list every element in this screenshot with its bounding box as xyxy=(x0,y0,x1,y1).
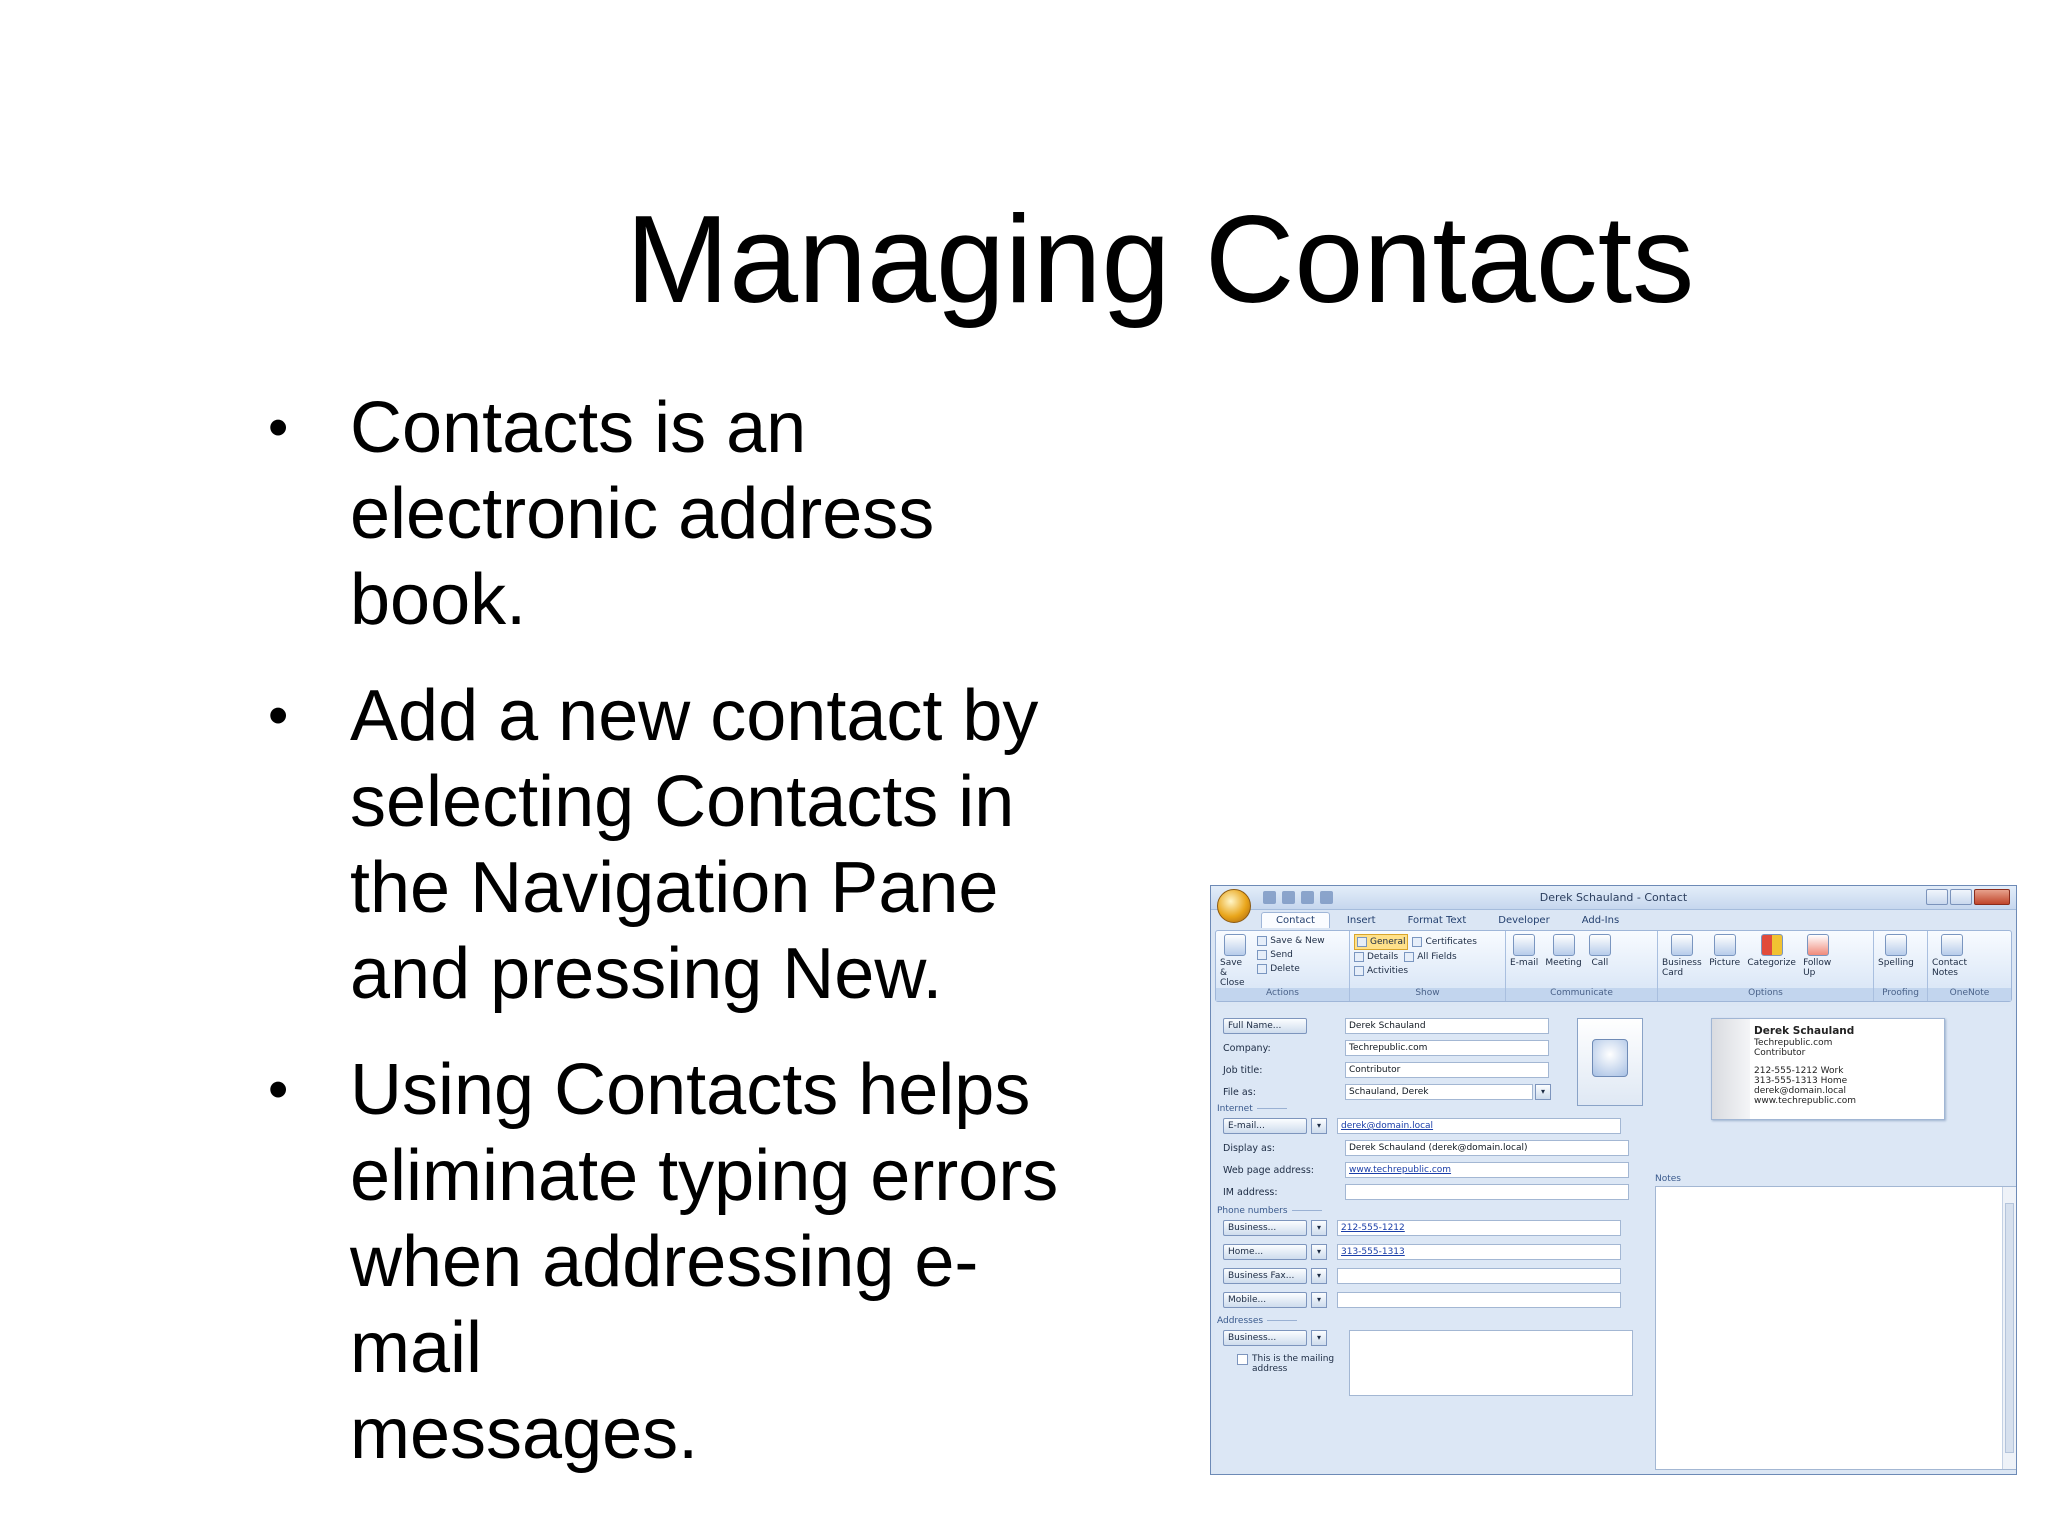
categorize-label: Categorize xyxy=(1747,958,1796,968)
fax-dropdown-icon: ▾ xyxy=(1311,1268,1327,1284)
checkbox-icon xyxy=(1237,1354,1248,1365)
person-placeholder-icon xyxy=(1592,1039,1628,1077)
spelling-label: Spelling xyxy=(1878,958,1914,968)
display-as-label: Display as: xyxy=(1223,1142,1276,1154)
web-row xyxy=(1223,1162,1629,1178)
contact-notes-label: Contact Notes xyxy=(1932,958,1968,978)
picture-button xyxy=(1709,934,1740,968)
all-fields-label: All Fields xyxy=(1417,952,1457,962)
file-as-row xyxy=(1223,1084,1561,1100)
email-dropdown-icon: ▾ xyxy=(1311,1118,1327,1134)
im-row xyxy=(1223,1184,1629,1200)
business-phone-row xyxy=(1223,1220,1621,1236)
delete-icon xyxy=(1257,964,1267,974)
file-as-dropdown-icon: ▾ xyxy=(1535,1084,1551,1100)
job-title-field: Contributor xyxy=(1345,1062,1549,1078)
card-email: derek@domain.local xyxy=(1754,1086,1847,1096)
activities-icon xyxy=(1354,966,1364,976)
full-name-field: Derek Schauland xyxy=(1345,1018,1549,1034)
categorize-icon xyxy=(1761,934,1783,956)
bullet-line: mail xyxy=(350,1308,483,1388)
email-label: E-mail xyxy=(1510,958,1539,968)
call-label: Call xyxy=(1591,958,1609,968)
business-card-button xyxy=(1662,934,1702,978)
full-name-row xyxy=(1223,1018,1549,1034)
activities-label: Activities xyxy=(1367,966,1409,976)
contact-notes-button xyxy=(1932,934,1972,978)
card-strip xyxy=(1712,1019,1750,1119)
meeting-label: Meeting xyxy=(1545,958,1582,968)
bullet-line: • Using Contacts helps xyxy=(350,1050,1031,1130)
card-phone-home: 313-555-1313 Home xyxy=(1754,1076,1848,1086)
email-field: derek@domain.local xyxy=(1337,1118,1621,1134)
delete-label: Delete xyxy=(1270,964,1300,974)
actions-small-buttons xyxy=(1257,934,1324,976)
group-label-onenote: OneNote xyxy=(1928,988,2011,1001)
save-close-icon xyxy=(1224,934,1246,956)
mobile-row xyxy=(1223,1292,1621,1308)
address-dropdown-icon: ▾ xyxy=(1311,1330,1327,1346)
ribbon-tabs xyxy=(1261,912,1634,928)
general-button xyxy=(1354,934,1408,950)
spelling-button xyxy=(1878,934,1914,968)
group-label-options: Options xyxy=(1658,988,1873,1001)
all-fields-button xyxy=(1404,950,1456,964)
mobile-dropdown-icon: ▾ xyxy=(1311,1292,1327,1308)
email-row xyxy=(1223,1118,1621,1134)
bullet-item xyxy=(268,385,1168,643)
flag-icon xyxy=(1807,934,1829,956)
business-phone-button: Business... xyxy=(1223,1220,1307,1236)
bullet-line: book. xyxy=(350,560,527,640)
ribbon-group-options xyxy=(1658,931,1874,1001)
picture-label: Picture xyxy=(1709,958,1741,968)
fax-row xyxy=(1223,1268,1621,1284)
window-titlebar xyxy=(1211,886,2016,910)
picture-icon xyxy=(1714,934,1736,956)
business-card-icon xyxy=(1671,934,1693,956)
window-controls xyxy=(1926,889,2010,905)
bullet-line: • Contacts is an xyxy=(350,388,807,468)
save-close-label: Save & Close xyxy=(1220,958,1245,988)
general-icon xyxy=(1357,937,1367,947)
tab-format-text: Format Text xyxy=(1407,915,1467,926)
follow-up-label: Follow Up xyxy=(1803,958,1832,978)
bullet-line: the Navigation Pane xyxy=(350,848,999,928)
contact-photo xyxy=(1577,1018,1643,1106)
im-field xyxy=(1345,1184,1629,1200)
card-name: Derek Schauland xyxy=(1754,1025,1855,1037)
card-phone-work: 212-555-1212 Work xyxy=(1754,1066,1844,1076)
window-title: Derek Schauland - Contact xyxy=(1539,891,1688,904)
ribbon xyxy=(1215,930,2012,1002)
bullet-line: when addressing e- xyxy=(350,1222,979,1302)
business-phone-field: 212-555-1212 xyxy=(1337,1220,1621,1236)
fax-field xyxy=(1337,1268,1621,1284)
ribbon-group-proofing xyxy=(1874,931,1928,1001)
tab-add-ins: Add-Ins xyxy=(1581,915,1620,926)
home-phone-dropdown-icon: ▾ xyxy=(1311,1244,1327,1260)
mobile-field xyxy=(1337,1292,1621,1308)
business-fax-button: Business Fax... xyxy=(1223,1268,1307,1284)
close-icon xyxy=(1974,889,2010,905)
spelling-icon xyxy=(1885,934,1907,956)
address-row xyxy=(1223,1330,1337,1346)
categorize-button xyxy=(1747,934,1796,968)
email-icon xyxy=(1513,934,1535,956)
business-card-preview xyxy=(1711,1018,1945,1120)
bullet-list xyxy=(268,385,1168,1507)
job-title-row xyxy=(1223,1062,1549,1078)
meeting-button xyxy=(1545,934,1581,968)
minimize-icon xyxy=(1926,889,1948,905)
company-row xyxy=(1223,1040,1549,1056)
details-button xyxy=(1354,950,1398,964)
bullet-line: • Add a new contact by xyxy=(350,676,1039,756)
details-icon xyxy=(1354,952,1364,962)
phone-icon xyxy=(1589,934,1611,956)
display-as-field: Derek Schauland (derek@domain.local) xyxy=(1345,1140,1629,1156)
bullet-item xyxy=(268,1047,1168,1477)
notes-label: Notes xyxy=(1655,1174,1681,1184)
address-field xyxy=(1349,1330,1633,1396)
home-phone-button: Home... xyxy=(1223,1244,1307,1260)
group-label-actions: Actions xyxy=(1216,988,1349,1001)
maximize-icon xyxy=(1950,889,1972,905)
save-close-button xyxy=(1220,934,1250,988)
mobile-button: Mobile... xyxy=(1223,1292,1307,1308)
certificates-icon xyxy=(1412,937,1422,947)
bullet-line: selecting Contacts in xyxy=(350,762,1015,842)
business-phone-dropdown-icon: ▾ xyxy=(1311,1220,1327,1236)
home-phone-field: 313-555-1313 xyxy=(1337,1244,1621,1260)
save-new-button xyxy=(1257,934,1324,948)
general-label: General xyxy=(1370,937,1406,947)
im-label: IM address: xyxy=(1223,1186,1278,1198)
meeting-icon xyxy=(1553,934,1575,956)
save-new-icon xyxy=(1257,936,1267,946)
web-field: www.techrepublic.com xyxy=(1345,1162,1629,1178)
tab-insert: Insert xyxy=(1346,915,1376,926)
certificates-label: Certificates xyxy=(1425,937,1477,947)
save-new-label: Save & New xyxy=(1270,936,1325,946)
email-type-button: E-mail... xyxy=(1223,1118,1307,1134)
bullet-line: electronic address xyxy=(350,474,935,554)
mailing-address-checkbox xyxy=(1237,1354,1347,1374)
email-button xyxy=(1510,934,1538,968)
file-as-field: Schauland, Derek xyxy=(1345,1084,1533,1100)
delete-button xyxy=(1257,962,1324,976)
business-card-label: Business Card xyxy=(1662,958,1702,978)
call-button xyxy=(1589,934,1611,968)
notes-scrollbar xyxy=(2002,1187,2016,1469)
card-text xyxy=(1754,1025,1856,1106)
web-label: Web page address: xyxy=(1223,1164,1315,1176)
mailing-address-label: This is the mailing address xyxy=(1252,1354,1335,1374)
ribbon-group-actions xyxy=(1216,931,1350,1001)
all-fields-icon xyxy=(1404,952,1414,962)
display-as-row xyxy=(1223,1140,1629,1156)
show-row-2 xyxy=(1354,950,1501,964)
card-spacer xyxy=(1754,1058,1856,1066)
slide-title: Managing Contacts xyxy=(625,191,1695,329)
office-button-icon xyxy=(1217,889,1251,923)
group-label-proofing: Proofing xyxy=(1874,988,1927,1001)
onenote-icon xyxy=(1941,934,1963,956)
ribbon-group-onenote xyxy=(1928,931,2011,1001)
bullet-line: and pressing New. xyxy=(350,934,943,1014)
ribbon-group-show xyxy=(1350,931,1506,1001)
details-label: Details xyxy=(1367,952,1399,962)
send-icon xyxy=(1257,950,1267,960)
address-type-button: Business... xyxy=(1223,1330,1307,1346)
bullet-item xyxy=(268,673,1168,1017)
show-row-1 xyxy=(1354,934,1501,950)
outlook-contact-screenshot xyxy=(1210,885,2017,1475)
bullet-line: messages. xyxy=(350,1394,699,1474)
phone-section-label: Phone numbers xyxy=(1217,1206,1322,1216)
tab-contact: Contact xyxy=(1261,912,1330,928)
company-label: Company: xyxy=(1223,1042,1271,1054)
card-web: www.techrepublic.com xyxy=(1754,1096,1857,1106)
full-name-button: Full Name... xyxy=(1223,1018,1307,1034)
group-label-show: Show xyxy=(1350,988,1505,1001)
send-label: Send xyxy=(1270,950,1293,960)
card-title: Contributor xyxy=(1754,1048,1806,1058)
ribbon-group-communicate xyxy=(1506,931,1658,1001)
file-as-label: File as: xyxy=(1223,1086,1256,1098)
home-phone-row xyxy=(1223,1244,1621,1260)
tab-developer: Developer xyxy=(1498,915,1550,926)
company-field: Techrepublic.com xyxy=(1345,1040,1549,1056)
internet-section-label: Internet xyxy=(1217,1104,1287,1114)
job-title-label: Job title: xyxy=(1223,1064,1263,1076)
card-company: Techrepublic.com xyxy=(1754,1038,1833,1048)
follow-up-button xyxy=(1803,934,1833,978)
addresses-section-label: Addresses xyxy=(1217,1316,1297,1326)
contact-form xyxy=(1215,1006,2012,1470)
activities-button xyxy=(1354,964,1501,978)
group-label-communicate: Communicate xyxy=(1506,988,1657,1001)
certificates-button xyxy=(1412,934,1476,950)
notes-field xyxy=(1655,1186,2017,1470)
bullet-line: eliminate typing errors xyxy=(350,1136,1059,1216)
send-button xyxy=(1257,948,1324,962)
